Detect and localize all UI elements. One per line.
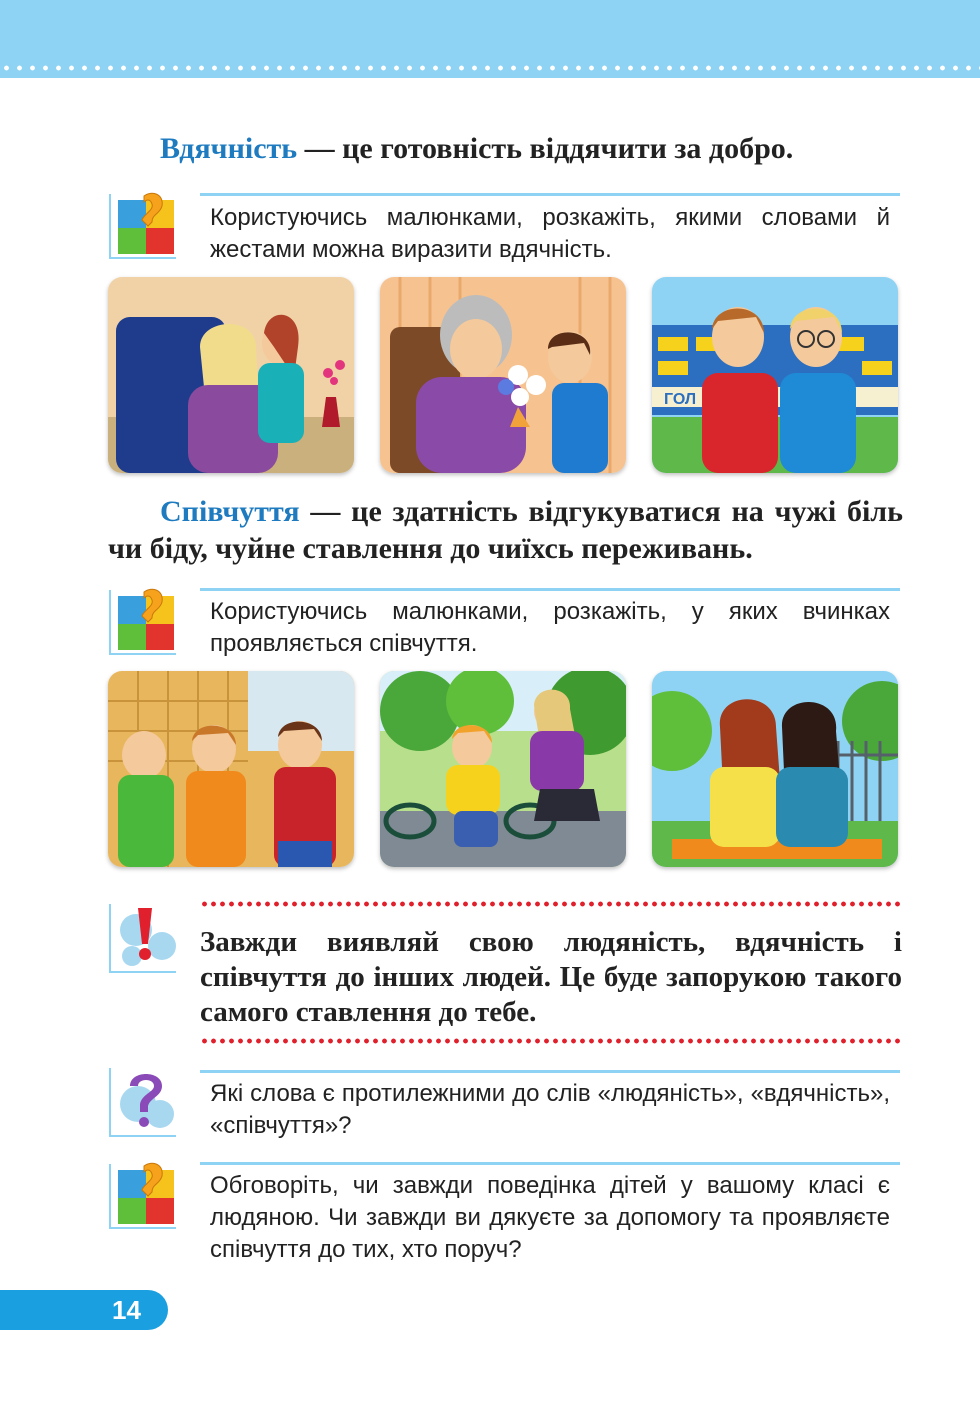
definition-gratitude: Вдячність — це готовність віддячити за добро. [160, 132, 794, 165]
illustration-boy-protects-friend [108, 671, 354, 867]
task-gratitude: Користуючись малюнками, розкажіть, якими словами й жестами можна виразити вдячність. [210, 204, 890, 263]
puzzle-icon [108, 1156, 182, 1230]
definition-sympathy: Співчуття — це здатність відгукуватися на чужі біль чи біду, чуйне ставлення до чиїхсь переживань. [108, 495, 903, 565]
question-text: Які слова є протилежними до слів «людяність», «вдячність», «співчуття»? [210, 1080, 890, 1139]
page-number-tab [0, 1290, 168, 1330]
illustration-girl-kisses-mother [108, 277, 354, 473]
rule-dotted-bottom [200, 1037, 902, 1045]
goal-sign-text: ГОЛ [664, 391, 697, 408]
exclamation-icon [108, 900, 182, 974]
task-divider [200, 193, 900, 196]
term-sympathy: Співчуття [160, 495, 300, 528]
illustration-two-boys-friends [652, 277, 898, 473]
illustration-girl-helps-fallen-boy [380, 671, 626, 867]
illustration-girl-comforts-crying-friend [652, 671, 898, 867]
puzzle-icon [108, 186, 182, 260]
discussion-divider [200, 1162, 900, 1165]
discussion-text: Обговоріть, чи завжди поведінка дітей у вашому класі є людяною. Чи завжди ви дякуєте за допомогу та проявляєте співчуття до тих, хто поруч? [210, 1172, 890, 1263]
task-sympathy: Користуючись малюнками, розкажіть, у яких вчинках проявляється співчуття. [210, 598, 890, 657]
question-icon [108, 1064, 182, 1138]
task-divider [200, 588, 900, 591]
puzzle-icon [108, 582, 182, 656]
term-gratitude: Вдячність [160, 132, 298, 165]
rule-dotted-top [200, 900, 902, 908]
page-number: 14 [112, 1295, 141, 1325]
question-divider [200, 1070, 900, 1073]
header-dotted-line [0, 64, 980, 72]
illustration-boy-gives-flowers-grandmother [380, 277, 626, 473]
rule-text: Завжди виявляй свою людяність, вдячність і співчуття до інших людей. Це буде запорукою такого самого ставлення до тебе. [200, 926, 902, 1028]
